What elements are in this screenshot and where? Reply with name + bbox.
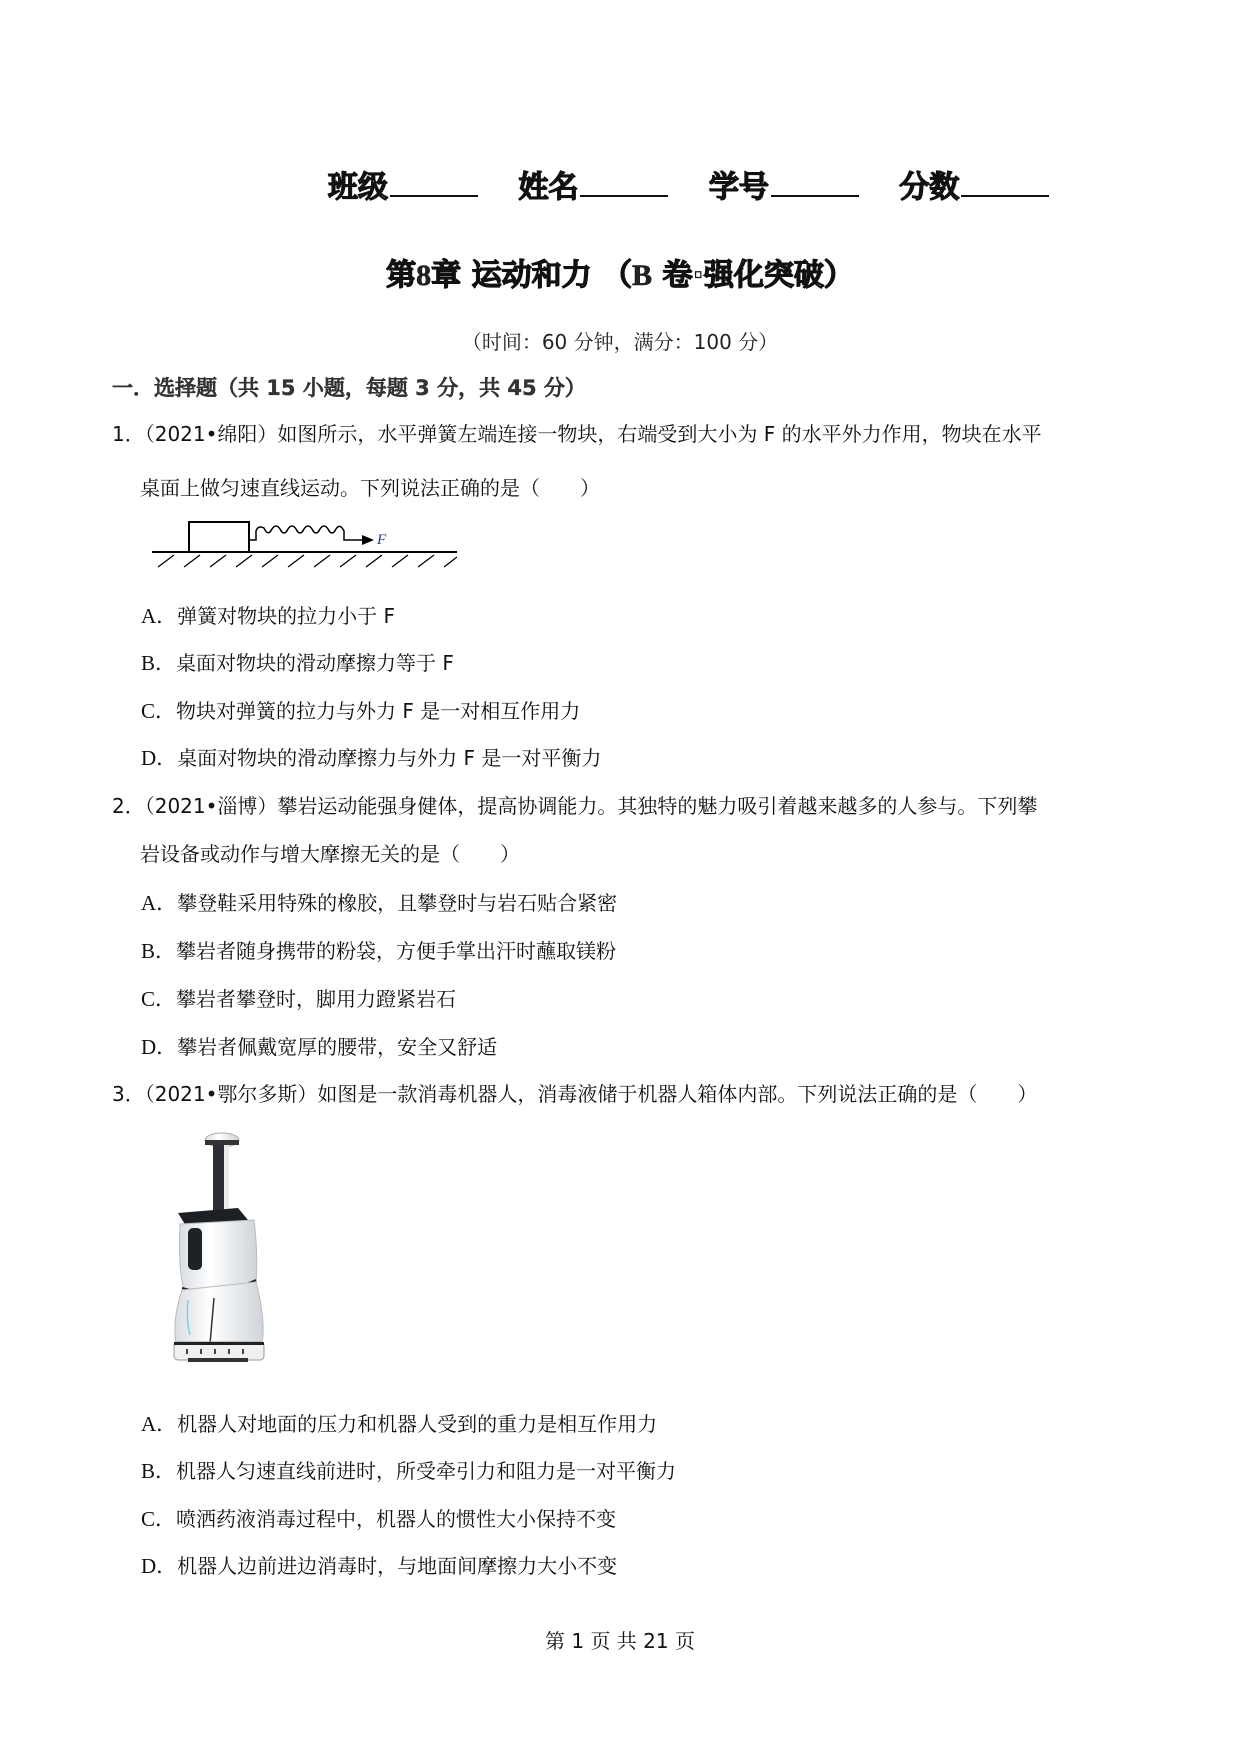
option-text: 物块对弹簧的拉力与外力 F 是一对相互作用力 [176, 699, 581, 723]
question-number: 2． [112, 794, 145, 818]
option-letter: C． [141, 699, 177, 723]
student-id-label: 学号 [708, 170, 769, 205]
name-blank[interactable] [580, 169, 668, 197]
option-letter: D． [141, 1035, 178, 1059]
question-text: （2021•鄂尔多斯）如图是一款消毒机器人，消毒液储于机器人箱体内部。下列说法正确的是（ ） [144, 1082, 1038, 1106]
force-label: F [377, 532, 387, 548]
q3-option-b[interactable] [141, 1455, 676, 1485]
title-prefix: 第 [386, 258, 417, 293]
question-2-line2: 岩设备或动作与增大摩擦无关的是（ ） [140, 842, 520, 866]
option-text: 弹簧对物块的拉力小于 F [177, 604, 396, 628]
option-letter: C． [141, 987, 177, 1011]
question-1-line2: 桌面上做匀速直线运动。下列说法正确的是（ ） [140, 476, 600, 500]
student-id-blank[interactable] [771, 169, 859, 197]
option-text: 攀登鞋采用特殊的橡胶，且攀登时与岩石贴合紧密 [177, 891, 618, 915]
option-text: 喷洒药液消毒过程中，机器人的惯性大小保持不变 [176, 1507, 617, 1531]
q1-option-a[interactable] [141, 600, 395, 630]
question-number: 1． [112, 422, 145, 446]
class-field [328, 162, 478, 206]
option-text: 攀岩者佩戴宽厚的腰带，安全又舒适 [177, 1035, 498, 1059]
title-chapter-number: 8 [416, 259, 432, 292]
title-main: 章 运动和力 （ [431, 258, 633, 293]
question-2-line1 [112, 790, 1037, 819]
name-field [518, 162, 668, 206]
score-blank[interactable] [961, 169, 1049, 197]
q3-option-c[interactable] [141, 1503, 616, 1533]
q2-option-b[interactable] [141, 935, 616, 965]
score-label: 分数 [899, 170, 960, 205]
option-text: 机器人匀速直线前进时，所受牵引力和阻力是一对平衡力 [176, 1459, 677, 1483]
spring-figure-icon [152, 515, 462, 575]
q1-option-d[interactable] [141, 742, 601, 772]
option-letter: D． [141, 1554, 178, 1578]
question-number: 3． [112, 1082, 145, 1106]
question-3-line1 [112, 1078, 1037, 1107]
class-label: 班级 [328, 170, 388, 205]
page-title [0, 250, 1240, 294]
class-blank[interactable] [390, 169, 478, 197]
option-letter: B． [141, 939, 177, 963]
option-letter: D． [141, 746, 178, 770]
option-letter: C． [141, 1507, 177, 1531]
option-text: 桌面对物块的滑动摩擦力等于 F [176, 651, 454, 675]
option-letter: A． [141, 891, 178, 915]
student-info-fields [328, 162, 1079, 206]
q2-option-a[interactable] [141, 887, 617, 917]
disinfection-robot-image [158, 1120, 278, 1365]
student-id-field [709, 162, 859, 206]
score-field [899, 162, 1049, 206]
option-letter: A． [141, 1412, 178, 1436]
name-label: 姓名 [518, 170, 579, 205]
q2-option-d[interactable] [141, 1031, 497, 1061]
option-text: 机器人边前进边消毒时，与地面间摩擦力大小不变 [177, 1554, 618, 1578]
question-text: （2021•淄博）攀岩运动能强身健体，提高协调能力。其独特的魅力吸引着越来越多的人参与。下列攀 [144, 794, 1038, 818]
q1-option-c[interactable] [141, 695, 580, 725]
option-letter: B． [141, 1459, 177, 1483]
q3-option-a[interactable] [141, 1408, 657, 1438]
q3-option-d[interactable] [141, 1550, 617, 1580]
robot-illustration-icon [158, 1120, 278, 1365]
question-1-line1 [112, 418, 1042, 447]
option-text: 桌面对物块的滑动摩擦力与外力 F 是一对平衡力 [177, 746, 602, 770]
page-footer: 第 1 页 共 21 页 [545, 1629, 695, 1653]
option-letter: A． [141, 604, 178, 628]
q2-option-c[interactable] [141, 983, 456, 1013]
title-suffix: 卷·强化突破） [652, 258, 854, 293]
exam-info: （时间：60 分钟，满分：100 分） [461, 330, 779, 354]
q1-option-b[interactable] [141, 647, 454, 677]
option-text: 攀岩者攀登时，脚用力蹬紧岩石 [176, 987, 457, 1011]
question-text: （2021•绵阳）如图所示，水平弹簧左端连接一物块，右端受到大小为 F 的水平外力作用，物块在水平 [144, 422, 1042, 446]
title-volume-letter: B [632, 259, 653, 292]
option-text: 攀岩者随身携带的粉袋，方便手掌出汗时蘸取镁粉 [176, 939, 617, 963]
option-text: 机器人对地面的压力和机器人受到的重力是相互作用力 [177, 1412, 658, 1436]
section-heading: 一．选择题（共 15 小题，每题 3 分，共 45 分） [112, 376, 586, 400]
block-spring-diagram [152, 515, 462, 575]
option-letter: B． [141, 651, 177, 675]
